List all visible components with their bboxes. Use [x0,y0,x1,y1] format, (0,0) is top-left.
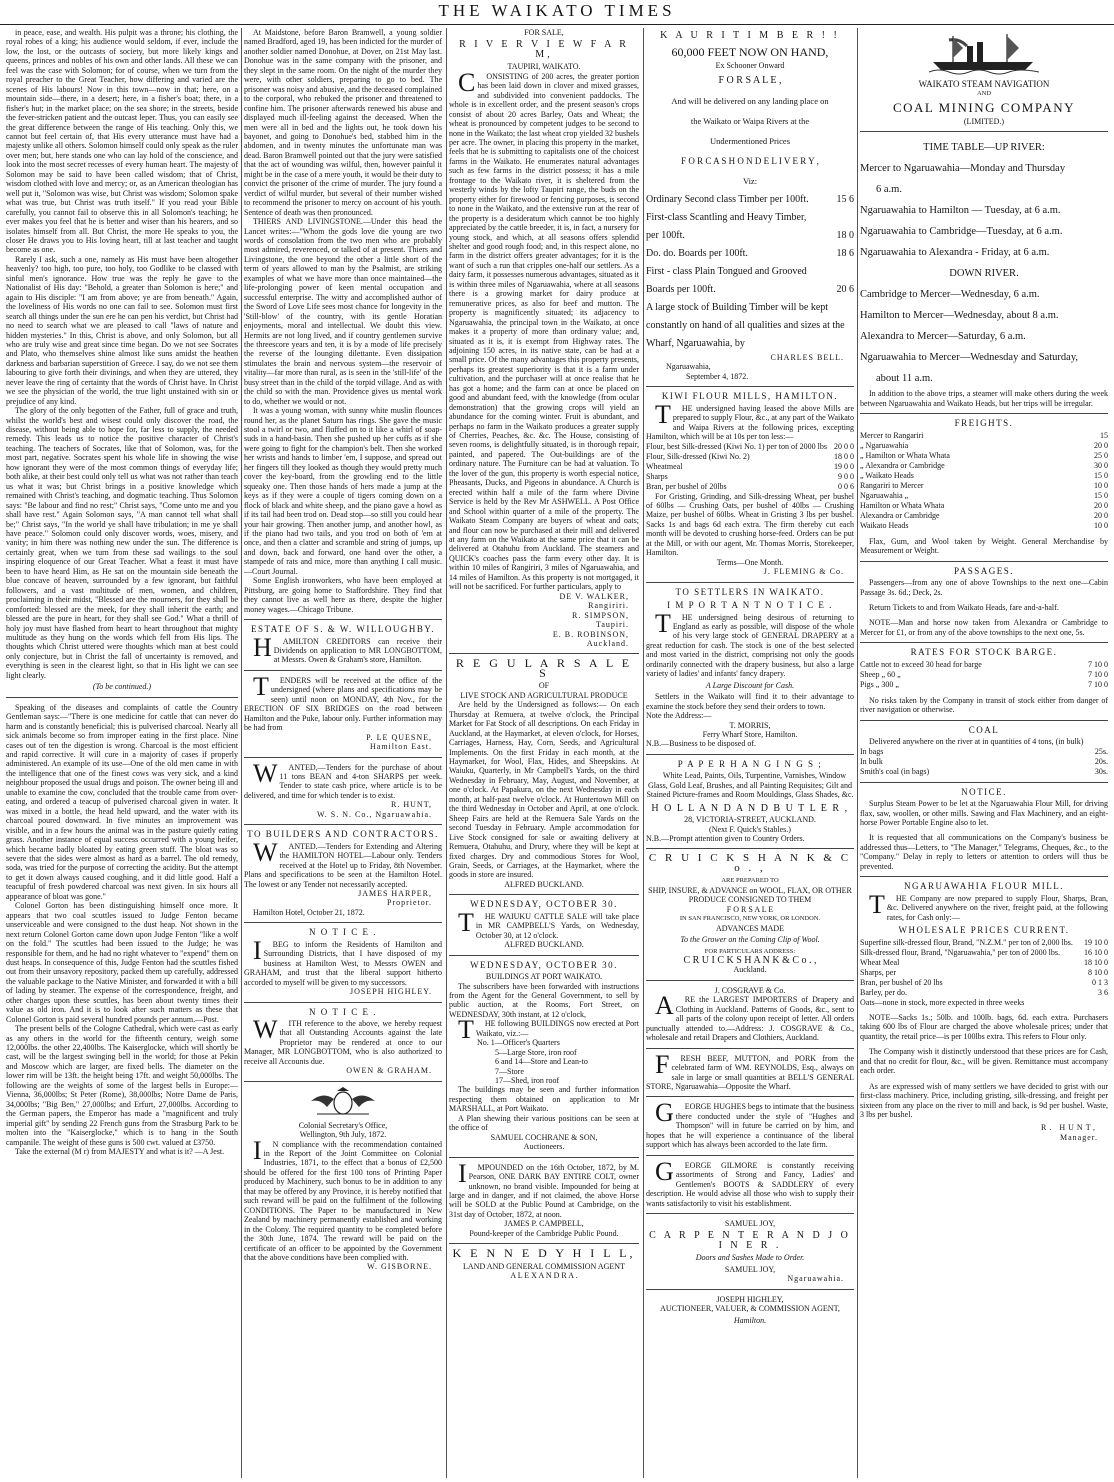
ad-text: ARE the LARGEST IMPORTERS of Drapery and Clothing in Auckland. Patterns of Goods, &c., sent to all parts of the colony upon receipt of letter. All orders punctually attended to.—Address: J. COSGRAVE & Co., wholesale and retail Drapers and Clothiers, Auckland. [646,991,854,1043]
mill-heading: NGARUAWAHIA FLOUR MILL. [903,881,1065,892]
price-item: Sharps [646,471,668,481]
divider [449,955,639,956]
freights-heading: FREIGHTS. [954,418,1014,429]
price-item: Sharps, per [860,967,896,977]
ad-subheading: LIVE STOCK AND AGRICULTURAL PRODUCE [460,690,628,700]
ad-text: THE undersigned being desirous of returning to England as early as possible, will dispose of the whole of his very large stock of GENERAL DRAPERY at a great reduction for cash. The stock is one of the best selected and most varied in the district, comprising not only the goods ordinarily connected with the drapery business, but also a large variety of ladies' and infants' fancy drapery. [646,608,854,679]
divider [860,131,1108,132]
signature-title: Proprietor. [387,898,432,908]
ad-text: CONSISTING of 200 acres, the greater portion has been laid down in clover and mixed grasses, and subdivided into convenient paddocks. The whole is in excellent order, and the present season's crops consist of about 20 acres Barley, Oats and Wheat; the wheat is pronounced by competent judges to be second to none in the Waikato; the last wheat crop yielded 32 bushels per acre. The owner, in placing this property in the market, feels that he is submitting to capitalists one of the choicest farms in the Waikato. He enumerates natural advantages such as few farms in the district possess; it has a mile frontage to the Waikato river, it is sheltered from the westerly winds by the lofty Taupiri range, the buds on the property either for firewood or fencing purposes, is second to none in the Waikato, and the extensive run at the rear of the property is a desideratum which cannot be too highly appreciated by the cattle breeder, it is, in fact, a nursery for young stock, and which, at all seasons offers splendid shelter and good rough food; and, in this respect alone, no farm in the district offers greater advantages; for it is the want of such a run that cripples one-half our settlers. As a dairy farm, it possesses numerous advantages, situated as it is within three miles of Ngaruawahia, where at all seasons there is a growing market for dairy produce at remunerative prices, as also for beef and mutton. The property is magnificently situated; its adjacency to Ngaruawahia, the principal town in the Waikato, at once makes it a property of more than ordinary value; and, situated as it is, it is exempt from Highway rates. The adjoining 150 acres, in its native state, can be had at a small price. Of the many advantages this property presents, perhaps its greatest superiority is that it is a farm under cultivation, and the purchaser will at once realise that he has got a home; and the farm can at once be placed on good and abundant feed, with the knowledge (from ocular demonstration) that the growing crops will yield an abundance for the coming winter. Fruit is abundant, and perhaps no farm in the Waikato produces a greater supply of Cherries, Peaches, &c. &c. The House, consisting of seven rooms, is delightfully situated, is in thorough repair, painted, and papered. The Out-buildings are of the ordinary nature. The Furniture can be had at valuation. To the lover of the gun, this property is worth especial notice, Pheasants, Ducks, and Pigeons in abundance. A Church is erected within half a mile of the farm where Divine Service is held by the Rev Mr ASHWELL. A Post Office and School within quarter of a mile of the property. The Waikato Steam Company are buyers of wheat and oats; and flour can now be purchased at their mill and delivered at any farm on the Waikato at the same price that it can be delivered at Otahuhu from Auckland. The steamers and QUICK's coaches pass the farm every other day. It is within 10 miles of Rangiriri, 3 miles of Ngaruawahia, and 14 miles of Hamilton. As this property is not mortgaged, it will not be sacrificed. For further particulars, apply to [449,67,639,592]
freight-route: Waikato Heads [860,520,909,530]
ad-text: Settlers in the Waikato will find it to their advantage to examine the stock before they send their orders to town. [646,692,854,711]
column-divider [643,28,644,1478]
article-text: Colonel Gorton has been distinguishing himself once more. It appears that two coal scuttles issued to Judge Fenton became unserviceable and were consigned to the dust heap. Not shown in the next return Colonel Gorton came down upon Judge Fenton "like a wolf on the fold." The scuttles had been issued to the Judge; he was responsible for them, and he had no right whatever to "expend" them on dust heaps. In consequence of this, Judge Fenton had the scuttles fished out from their unsavory repository, packed them up carefully, addressed the valuable package to the Native Minister, and forwarded it with a bill of lading by steamer. The expense of the correspondence, freight, and other charges upon these scuttles, has been about twenty times their value as old iron. And it is to look after such matters as these that Colonel Gorton is paid several hundred pounds per annum.—Post. [6,901,238,1024]
ad-heading: TO BUILDERS AND CONTRACTORS. [247,829,439,840]
freight-price: 20 0 [1094,500,1108,510]
ad-address: (Next F. Quick's Stables.) [709,824,791,834]
timetable-heading: DOWN RIVER. [949,268,1019,280]
freight-route: „ Hamilton or Whata Whata [860,450,950,460]
freight-price: 15 0 [1094,490,1108,500]
ad-text: GEORGE GILMORE is constantly receiving assortments of Strong and Fancy, Ladies' and Gentlemen's BOOTS & SADDLERY of every description. He would advise all those who wish to supply their wants satisfactorily to visit his establishment. [646,1156,854,1208]
ad-address: 28, VICTORIA-STREET, AUCKLAND. [684,815,816,825]
ad-text: IBEG to inform the Residents of Hamilton and Surrounding Districts, that I have disposed of my business at Hamilton West, to Messrs OWEN and GRAHAM, and trust that the liberal support hitherto accorded to myself will be given to my successors. [244,935,442,987]
divider [646,1048,854,1049]
freight-price: 20 0 [1094,440,1108,450]
ad-subheading: F O R S A L E [726,904,774,914]
ad-heading: F O R C A S H O N D E L I V E R Y , [681,155,819,166]
price-item: Superfine silk-dressed flour, Brand, "N.Z.M." per ton of 2,000 lbs. [860,937,1073,947]
building-item: 6 and 14—Store and Lean-to [495,1057,588,1067]
freight-price: 30 0 [1094,460,1108,470]
price-item: Bran, per bushel of 20lbs [646,481,727,491]
freight-price: 15 [1100,430,1108,440]
freight-price: 15 0 [1094,470,1108,480]
price-item: per 100ft. [646,229,685,241]
price-value: 20 6 [836,283,854,295]
ad-text: THE WAIUKU CATTLE SALE will take place in MR CAMPBELL'S Yards, on Wednesday, October 30, at 12 o'clock. [458,907,639,940]
building-item: 17—Shed, iron roof [495,1076,560,1086]
article-text: Take the external (M r) from MAJESTY and what is it? —A Jest. [15,1147,225,1157]
ad-subheading: BUILDINGS AT PORT WAIKATO. [485,972,603,982]
timetable-item: Ngaruawahia to Cambridge—Tuesday, at 6 a.m. [860,226,1063,238]
article-text: in peace, ease, and wealth. His pulpit was a throne; his clothing, the royal robes of a king; his audience would seldom, if ever, include the low, the lost, or the outcasts of society, but more likely kings and queens, princes and nobles of his own and other lands. All these we can feel was the case with Solomon; for of course, when we turn from the royal preacher to the Great Teacher, how differing and varied are the scenes of His labours! Now in this town—now in that; here, on a mountain side—there, in a desert; here, in a fisher's boat; there, in a fisher's hut; in the market place; on the sea shore; in the streets, beside the fever-stricken patient and the outcast leper. Thus, you can easily see the great difference between the range of His teaching. Only this, we cannot but feel certain of, that His every utterance must have had a majesty unlike all others. Solomon himself could only speak as the ruler over men; but, here stands one who can lay hold of the conscience, and look into the most secret recesses of every human heart. The majesty of Solomon may be said to have been called wisdom; that of Christ, wisdom clothed with love and mercy; or, as an American theologian has well put it, "Solomon was wise, but Christ was wisdom; Solomon spake what was true, but Christ was truth itself." If you read your Bible carefully, you cannot fail to observe this in all Solomon's teaching; he ever makes you feel that he is better and wiser than his hearers, and so isolates himself from all. But Christ, the more He speaks to you, the closer He draws you to His loving heart, till at last teacher and taught become as one. [6,28,238,255]
signature: ALFRED BUCKLAND. [504,940,584,950]
continued-note: (To be continued.) [92,682,152,692]
coal-price: 20s. [1094,756,1108,766]
ad-text: NOTE—Sacks 1s.; 50lb. and 100lb. bags, 6d. each extra. Purchasers taking 600 lbs of Flour are charged the above wholesale prices; under that quantity, the retail price—is per 100lbs extra. This refers to Flour only. [860,1012,1108,1041]
ad-text: WANTED,—Tenders for the purchase of about 11 tons BEAN and 4-ton SHARPS per week. Tender to state cash price, where article is to be delivered, and time for which tender is to exist. [244,758,442,800]
ad-heading: TO SETTLERS IN WAIKATO. [675,586,825,597]
barge-price: 7 10 0 [1088,669,1108,679]
price-value: 15 6 [836,193,854,205]
signature-place: Taupiri. [596,620,629,630]
price-value: 9 0 0 [838,471,854,481]
ad-text: Passengers—from any one of above Townships to the next one—Cabin Passage 3s. 6d.; Deck, 2s. [860,578,1108,597]
company-suffix: (LIMITED.) [963,116,1005,126]
signature: ALFRED BUCKLAND. [504,879,584,889]
building-item: 5—Large Store, iron roof [495,1047,577,1057]
ad-text: Wharf, Ngaruawahia, by [646,337,745,349]
coal-item: Smith's coal (in bags) [860,766,930,776]
column-2 [244,28,442,1478]
signature: T. MORRIS, [729,720,771,730]
ad-subheading: To the Grower on the Coming Clip of Wool. [680,935,820,945]
ad-subheading: AUCTIONEER, VALUER, & COMMISSION AGENT, [660,1304,840,1314]
ad-text: THE following BUILDINGS now erected at Port Waikato, viz.:— [458,1015,639,1045]
ad-text: the Waikato or Waipa Rivers at the [690,115,810,126]
ad-text: Undermentioned Prices [709,135,791,146]
timetable-item: Ngaruawahia to Hamilton — Tuesday, at 6 a.m. [860,205,1061,217]
ad-heading: KIWI FLOUR MILLS, HAMILTON. [661,391,839,402]
price-value: 0 0 6 [838,481,854,491]
price-value: 8 10 0 [1088,967,1108,977]
signature: R. HUNT, [1041,1123,1098,1133]
signature-title: Manager. [1060,1132,1098,1142]
signature-place: Rangiriri. [588,601,629,611]
freight-route: „ Ngaruawahia [860,440,909,450]
ad-note: N.B.—Prompt attention given to Country Orders. [646,834,805,844]
building-item: No. 1—Officer's Quarters [477,1038,560,1048]
barge-price: 7 10 0 [1088,659,1108,669]
freight-price: 10 0 [1094,480,1108,490]
signature: SAMUEL JOY, [724,1264,776,1274]
divider [860,561,1108,562]
freight-route: „ Waikato Heads [860,470,914,480]
ad-text: WANTED.—Tenders for Extending and Altering the HAMILTON HOTEL—Labour only. Tenders received at the Hotel up to Friday, 8th November. Plans and specifications to be seen at the Hamilton Hotel. The lowest or any Tender not necessarily accepted. [244,837,442,889]
signature-title: Pound-keeper of the Cambridge Public Pound. [469,1228,619,1238]
ad-heading: 60,000 FEET NOW ON HAND, [671,45,829,60]
notice-heading: N O T I C E . [309,1006,377,1017]
barge-item: Pigs „ 300 „ [860,679,899,689]
divider [449,894,639,895]
divider [860,642,1108,643]
column-divider [857,28,858,1478]
freight-route: Mercer to Rangariri [860,430,924,440]
ad-subheading: IN SAN FRANCISCO, NEW YORK, OR LONDON. [679,915,821,923]
ad-text: IMPOUNDED on the 16th October, 1872, by M. Pearson, ONE DARK BAY ENTIRE COLT, owner unknown, no brand visible. Impounded for being at large and in danger, and if not claimed, the above Horse will be SOLD at the Public Pound at Cambridge, on the 31st day of October, 1872, at noon. [449,1158,639,1219]
barge-item: Sheep „ 60 „ [860,669,901,679]
column-divider [241,28,242,1478]
signature-place: Ngaruawahia. [787,1274,844,1284]
ad-heading: C R U I C K S H A N K & C o . , [648,852,852,874]
ad-subheading: FOR PARTICULARS ADDRESS: [704,947,796,955]
signature: JAMES P. CAMPBELL, [504,1219,584,1229]
signature: CHARLES BELL. [770,352,844,362]
notice-heading: NOTICE. [961,786,1007,797]
divider [244,922,442,923]
column-3 [449,28,639,1478]
divider [244,1081,442,1082]
barge-heading: RATES FOR STOCK BARGE. [910,647,1058,658]
price-value: 18 6 [836,247,854,259]
divider [646,980,854,981]
article-text: It was a young woman, with sunny white muslin flounces round her, as the planet Saturn has rings. She gave the music stool a twirl or two, and fluffed on to it like a whirl of soap-suds in a hand-basin. Then she pushed up her cuffs as if she were going to fight for the champion's belt. Then she worked her wrists and hands to limber 'em, I suppose, and spread out her fingers till they looked as though they would pretty much cover the key-board, from the growling end to the little squeaky one. Then those hands of hers made a jump at the keys as if they were a couple of tigers coming down on a flock of black and white sheep, and the piano gave a howl as if its tail had been trod on. Dead stop—so still you could hear your hair growing. Then another jump, and another howl, as if the piano had two tails, and you trod on both of 'em at once, and then a clatter and scramble and string of jumps, up and down, back and forward, one hand over the other, a stampede of rats and mice, more than anything I call music.—Court Journal. [244,406,442,576]
ad-heading: JOSEPH HIGHLEY, [716,1294,784,1304]
ad-heading: SAMUEL JOY, [724,1218,776,1228]
company-name-and: AND [976,90,992,98]
signature: J. FLEMING & Co. [763,567,844,577]
price-value: 18 10 0 [1084,957,1108,967]
price-value: 18 0 [836,229,854,241]
price-item: First - class Plain Tongued and Grooved [646,265,807,277]
price-item: Oats—none in stock, more expected in three weeks [860,997,1025,1007]
divider [860,720,1108,721]
ad-heading: R E G U L A R S A L E S [455,656,633,680]
ad-subheading: Doors and Sashes Made to Order. [695,1253,805,1263]
timetable-item: Ngaruawahia to Mercer—Wednesday and Saturday, [860,352,1079,364]
ad-text: The buildings may be seen and further information respecting them obtained on application to Mr MARSHALL, at Port Waikato. [449,1085,639,1114]
ad-place: Hamilton. [733,1315,767,1325]
ad-text: FRESH BEEF, MUTTON, and PORK from the celebrated farm of WM. REYNOLDS, Esq., always on sale in large or small quantities at BELL'S GENERAL STORE, Ngaruawahia—Opposite the Wharf. [646,1049,854,1091]
divider [244,1002,442,1003]
freight-price: 10 0 [1094,520,1108,530]
price-item: Do. do. Boards per 100ft. [646,247,748,259]
ad-place: Auckland. [733,965,767,975]
price-value: 16 10 0 [1084,947,1108,957]
ad-text: No risks taken by the Company in transit of stock either from danger of river navigation or otherwise. [860,695,1108,715]
timetable-item: about 11 a.m. [876,373,933,385]
price-item: Flour, best Silk-dressed (Kiwi No. 1) per ton of 2000 lbs [646,441,827,451]
office-name: Colonial Secretary's Office, [298,1120,388,1130]
ad-text: For Gristing, Grinding, and Silk-dressing Wheat, per bushel of 60lbs — Crushing Oats, per bushel of 40lbs — Crushing Maize, per bushel of 60lbs. Wheat in Gristing 3 lbs per bushel. Sacks 1s and bags 6d each extra. The firm thereby cut each month will be devoted to crushing horse-feed. Orders can be put at the Mill, or with our agent, Mr. Thomas Morris, Storekeeper, Hamilton. [646,491,854,558]
signature: W. GISBORNE. [367,1262,432,1272]
ad-heading: H O L L A N D A N D B U T L E R , [651,802,849,814]
barge-item: Cattle not to exceed 30 head for barge [860,659,982,669]
ad-heading: P A P E R H A N G I N G S ; [677,758,823,769]
ad-text: TENDERS will be received at the office of the undersigned (where plans and specifications may be seen) until noon on MONDAY, 4th Nov., for the ERECTION OF SIX BRIDGES on the road between Hamilton and the Puke, labour only. Further information may be had from [244,671,442,733]
coal-heading: COAL [968,724,1000,735]
price-item: Barley, per do. [860,987,908,997]
ad-text: A large stock of Building Timber will be kept [646,301,829,313]
ad-subheading: ARE PREPARED TO [721,877,779,885]
ad-subheading: Ex Schooner Onward [715,61,785,71]
ad-text: Surplus Steam Power to be let at the Ngaruawahia Flour Mill, for driving flax, saw, woollen, or other mills. Sawing and Flax Machinery, and an eight-horse Power Portable Engine also to let. [860,799,1108,827]
coal-price: 25s. [1094,746,1108,756]
ad-heading: K E N N E D Y H I L L, [452,1246,636,1261]
ad-subheading: SHIP, INSURE, & ADVANCE on WOOL, FLAX, OR OTHER PRODUCE CONSIGNED TO THEM [648,885,852,905]
ad-subheading: A Large Discount for Cash. [705,680,795,690]
article-text: The glory of the only begotten of the Father, full of grace and truth, whilst the world's best and wisest could only discover the road, the disease, without being able to hope for, far less to supply, the needed remedy. This leads us to notice the positive character of Christ's teaching. The teachers of Socrates, like that of Solomon, was, for the most part, negative. Socrates spent his whole life in showing the wise how ignorant they were of the most common things of everyday life; both alike, at their best could only tell us what was not rather than teach us what it was; but Christ brings in a positive knowledge which remained with Christ's teaching, and dogmatic teaching. Thus Solomon says: "Be labour and find no rest;" Christ says, "Come unto me and you shall have rest." Again Solomon says, "A man cannot tell what shall be;" Christ says, "In the world ye shall have tribulation; in me ye shall have peace." Solomon could only discover words, woes, misery, and vanity; in him there was nothing new under the sun. The difference is certainly great, when we turn from these sad wailings to the soul inspiring eloquence of our Great Teacher. What a feast it must have been to have heard Him, as He sat on the mountain side beneath the blue concave of heaven, surrounded by a few ignorant, but faithful followers, and a vast multitude of men, women, and children, proclaiming in their midst, "Blessed are the mourners, for they shall be comforted: blessed are the meek, for they shall inherit the earth; and blessed are the pure in heart, for they shall see God." What a thrill of holy joy must have flashed from heart to heart throughout that mighty multitude as they hung on the words which fell from His lips. The thoughts which Christ uttered were thoughts which man at best could only conjecture, but in Christ the fall of uncertainty is removed, and everything is seen in the clearest light, so that in His light we can see light clearly. [6,406,238,680]
divider [860,413,1108,414]
divider [860,876,1108,877]
divider [646,1155,854,1156]
farm-location: TAUPIRI, WAIKATO. [507,62,581,72]
ad-subheading: A L E X A N D R A . [510,1271,578,1281]
ad-text: In addition to the above trips, a steamer will make others during the week between Ngaruawahia and Waikato Heads, but her trips will be irregular. [860,389,1108,408]
ad-text: As are expressed wish of many settlers we have decided to grist with our first-class machinery. Price, including gristing, silk-dressing, and freight per sixteen from any place on the river to mill and back, is 9d per bushel. Waste, 3 lbs per bushel. [860,1081,1108,1120]
signature: R. SIMPSON, [571,610,629,620]
column-5 [860,28,1108,1478]
signature-place: Ferry Wharf Store, Hamilton. [702,729,798,739]
timetable-item: Alexandra to Mercer—Saturday, 6 a.m. [860,331,1026,343]
price-item: Bran, per bushel of 20 lbs [860,977,943,987]
passages-heading: PASSAGES. [954,565,1014,576]
freight-route: Hamilton or Whata Whata [860,500,945,510]
signature: SAMUEL COCHRANE & SON, [490,1132,598,1142]
price-item: Ordinary Second class Timber per 100ft. [646,193,809,205]
freight-route: „ Alexandra or Cambridge [860,460,945,470]
divider [244,824,442,825]
coal-item: In bulk [860,756,883,766]
freight-price: 20 0 [1094,510,1108,520]
ad-text: The subscribers have been forwarded with instructions from the Agent for the General Government, to sell by public auction, at the Rooms, Fort Street, on WEDNESDAY, 30th instant, at 12 o'clock, [449,981,639,1019]
timetable-heading: TIME TABLE—UP RIVER: [923,142,1045,154]
freight-price: 25 0 [1094,450,1108,460]
price-item: Flour, Silk-dressed (Kiwi No. 2) [646,451,750,461]
price-value: 20 0 0 [834,441,854,451]
freight-route: Ngaruawahia „ [860,490,909,500]
ad-text: It is requested that all communications on the Company's business be addressed thus—Letters, to "The Manager," Telegrams, Cheques, &c., to the "Company." Delay in reply to letters or attention to orders will thus be prevented. [860,833,1108,871]
signature: R. HUNT, [391,800,432,810]
divider [646,1096,854,1097]
timetable-item: 6 a.m. [876,184,902,196]
ad-subheading: ADVANCES MADE [715,923,785,933]
ad-heading: WEDNESDAY, OCTOBER 30. [470,899,618,910]
column-4 [646,28,854,1478]
divider [646,582,854,583]
steamship-icon [929,32,1039,76]
wholesale-heading: WHOLESALE PRICES CURRENT. [898,925,1070,936]
ad-text: Return Tickets to and from Waikato Heads, fare and-a-half. [869,602,1059,612]
column-divider [446,28,447,1478]
signature-place: W. S. N. Co., Ngaruawahia. [316,809,432,819]
divider [646,754,854,755]
divider [646,386,854,387]
column-1 [6,28,238,1478]
ad-text: WITH reference to the above, we hereby request that all Outstanding Accounts against the late Proprietor may be rendered at once to our Manager, MR LONGBOTTOM, who is also authorized to receive all Accounts due. [244,1014,442,1066]
divider [646,1213,854,1214]
ad-heading: ESTATE OF S. & W. WILLOUGHBY. [251,624,435,635]
signature: E. B. ROBINSON, [552,629,629,639]
ad-text: White Lead, Paints, Oils, Turpentine, Varnishes, Window Glass, Gold Leaf, Brushes, and all Painting Requisites; Gilt and Stained Picture-frames and Room Mouldings, Glass Shades, &c. [646,771,854,800]
signature-title: Auctioneers. [523,1142,565,1152]
farm-title: R I V E R V I E W F A R M, [459,39,629,60]
ad-text: Delivered anywhere on the river at in quantities of 4 tons, (in bulk) [869,737,1084,747]
price-value: 18 0 0 [834,451,854,461]
timetable-item: Ngaruawahia to Alexandra - Friday, at 6 a.m. [860,247,1050,259]
building-item: 7—Store [495,1066,524,1076]
signature-place: Hamilton East. [370,742,432,752]
price-item: Wheatmeal [646,461,683,471]
ad-subheading: OF [538,681,550,691]
company-name: WAIKATO STEAM NAVIGATION [918,79,1050,89]
ad-text: Viz: [742,175,758,186]
ad-note: N.B.—Business to be disposed of. [646,739,756,749]
divider [449,653,639,654]
ad-date: Hamilton Hotel, October 21, 1872. [253,907,365,917]
ad-date: September 4, 1872. [686,371,749,381]
ad-heading: K A U R I T I M B E R ! ! [660,30,840,41]
freight-route: Rangariri to Mercer [860,480,924,490]
ad-heading: C R U I C K S H A N K & C o . , [683,955,817,967]
divider [860,782,1108,783]
ad-text: HAMILTON CREDITORS can receive their Dividends on application to MR LONGBOTTOM, at Messrs. Owen & Graham's store, Hamilton. [253,632,442,665]
price-value: 0 1 3 [1092,977,1108,987]
timetable-item: Cambridge to Mercer—Wednesday, 6 a.m. [860,289,1040,301]
timetable-item: Mercer to Ngaruawahia—Monday and Thursday [860,163,1066,175]
ad-text: The Company wish it distinctly understood that these prices are for Cash, and that no credit for flour, &c., will be given. Remittance must accompany each order. [860,1047,1108,1076]
article-text: THIERS AND LIVINGSTONE.—Under this head the Lancet writes:—"Whom the gods love die young are two words of consolation from the two men who are probably most admired, reverenced, or talked of at present. Thiers and Livingstone, the one beyond the other a little short of the term of years allowed to man by the Psalmist, are striking examples of what we have more than once maintained—the life-prolonging power of keen mental occupation and successful enterprise. The witty and accomplished author of the Sword of Love Life sees most chance for longevity in the 'Still-blow' of the country, with its gentle Horatian enjoyments, moral and intellectual. We doubt this view. Hermits are not long lived, and if country gentlemen survive the threescore years and ten, it is by a mode of life precisely the reverse of the lounging dilettante. Even dissipation stimulates the brain and nervous system—the reservoir of vitality—far more than rural, as is seen in the 'still-life' of the busy street than in the child of the torpid village. And as with the child so with the man. Providence gives us mental work to do, whether we would or not. [244,217,442,406]
coal-item: In bags [860,746,884,756]
ad-text: Note the Address:— [646,711,712,721]
divider [449,1243,639,1244]
ad-heading: FOR SALE, [524,28,564,37]
ad-heading: C A R P E N T E R A N D J O I N E R . [649,1230,851,1251]
ad-text: GEORGE HUGHES begs to intimate that the business there conducted under the style of "Hughes and Thompson" will in future be carried on by him, and hopes that he will experience a continuance of the liberal support which has always been accorded to the late firm. [646,1098,854,1150]
article-text: At Maidstone, before Baron Bramwell, a young soldier named Bradford, aged 19, has been indicted for the murder of another soldier named Donohue, at Dover, on 21st May last. Donohue was in the same company with the prisoner, and they slept in the same room. On the night of the murder they were, with other soldiers, preparing to go to bed. The prisoner was noisy and abusive, and the deceased complained to the corporal, who rebuked the prisoner and threatened to confine him. The prisoner afterwards renewed his abuse and displayed much ill-feeling against the deceased. When the men were all in bed and the lights out, he took down his bayonet, and going to Donohue's bed, stabbed him in the abdomen, and in twenty minutes the unfortunate man was dead. Baron Bramwell pointed out that the jury were satisfied that the act of wounding was wilful, then, however painful it might be in the case of a mere youth, it would be their duty to convict the prisoner of the crime of murder. The jury found a verdict of wilful murder, but several of their number wished to recommend the prisoner to mercy on account of his youth. Sentence of death was then pronounced. [244,28,442,217]
signature: JAMES HARPER, [358,888,432,898]
article-text: Speaking of the diseases and complaints of cattle the Country Gentleman says:—"There is one medicine for cattle that can never do harm and is constantly beneficial; this is pulverised charcoal. Nearly all sick animals become so from improper eating in the first place. Nine cases out of ten the digestion is wrong. Charcoal is the most efficient and rapid corrective. It will cure in a majority of cases if properly administered. An example of its use—One of the old men came in with the intelligence that one of the finest cows was very sick, and a kind neighbour proposed the usual drugs and poison. The owner being ill and unable to examine the cow, concluded that the trouble came from over-eating, and ordered a teacup of pulverised charcoal given in water. It was mixed in a bottle, the head held upward, and the water with its charcoal poured downward. In five minutes an improvement was visible, and in a few hours the animal was in the pasture quietly eating grass. Another instance of equal success occurred with a young heifer, which became badly bloated by eating green stuff. The bloat was so severe that the sides were almost as hard as a barrel. The old remedy, soda, was tried for the purpose of correcting the acidity. But the attempt to get it down always caused coughing, and it did little good. Half a teacupful of fresh powdered charcoal was next given. In six hours all appearance of bloat was gone." [6,702,238,901]
ad-heading: F O R S A L E , [718,74,782,86]
signature: P. LE QUESNE, [366,732,432,742]
ad-heading: WEDNESDAY, OCTOBER 30. [470,959,618,970]
ad-terms: Terms—One Month. [716,557,784,567]
signature: DE V. WALKER, [559,591,629,601]
divider [646,848,854,849]
ad-text: Are held by the Undersigned as follows:— On each Thursday at Remuera, at twelve o'clock, the Principal Market for Fat Stock of all descriptions. On each Friday in Auckland, at the Haymarket, at eleven o'clock, for Horses, Carriages, Harness, Hay, Corn, Seeds, and Agricultural Implements. On the first Friday in each month, at the Haymarket, for Wool, Flax, Hides, and Sheepskins. At Waiuku, Quarterly, in Mr Campbell's Yards, on the third Wednesday in February, May, August, and November, at one o'clock. At Papakura, on the next Wednesday in each month, at half-past twelve o'clock. At Huntertown Mill on the third Wednesday in October and April, at one o'clock. Sheep Fairs are held at the Remuera Sale Yards on the second Tuesday in February. Ample accommodation for Live Stock consigned for sale or awaiting delivery at Remuera, Otahuhu, and Drury, where they will be kept at fixed charges. Dry and commodious Stores for Wool, Grain, Seeds, or Carriages, at the Haymarket, where the goods in store are insured. [449,700,639,880]
ad-heading: I M P O R T A N T N O T I C E . [667,600,833,611]
ad-text: A Plan shewing their various positions can be seen at the office of [449,1113,639,1133]
notice-heading: N O T I C E . [309,927,377,938]
ad-text: NOTE—Man and horse now taken from Alexandra or Cambridge to Mercer for £1, or from any of the above townships to the next one, 5s. [860,618,1108,637]
ad-text: THE undersigned having leased the above Mills are prepared to supply Flour, &c., at any part of the Waikato and Waipa Rivers at the following prices, excepting Hamilton, which will be at 10s per ton less:— [646,399,854,442]
divider [244,619,442,620]
ad-place: Ngaruawahia, [666,362,711,372]
price-item: First-class Scantling and Heavy Timber, [646,211,807,223]
price-value: 3 6 [1098,987,1108,997]
newspaper-masthead [0,0,1114,25]
signature: JOSEPH HIGHLEY. [350,987,432,997]
ad-text: constantly on hand of all qualities and sizes at the [646,319,845,331]
price-item: Wheat Meal [860,957,900,967]
price-value: 19 0 0 [834,461,854,471]
coal-price: 30s. [1094,766,1108,776]
article-text: Some English ironworkers, who have been employed at Pittsburg, are going home to Staffordshire. They find that they cannot live as well here as there, despite the higher money wages.—Chicago Tribune. [244,576,442,614]
divider [244,757,442,758]
newspaper-title: THE WAIKATO TIMES [438,1,676,20]
ad-text: Flax, Gum, and Wool taken by Weight. General Merchandise by Measurement or Weight. [860,536,1108,556]
divider [6,697,238,698]
divider [244,670,442,671]
office-date: Wellington, 9th July, 1872. [299,1130,387,1140]
ad-heading: J. COSGRAVE & Co. [714,985,786,995]
ad-text: And will be delivered on any landing place on [671,95,829,106]
divider [646,1289,854,1290]
barge-price: 7 10 0 [1088,679,1108,689]
ad-text: THE Company are now prepared to supply Flour, Sharps, Bran, &c. Delivered anywhere on the river, freight paid, at the following rates, for Cash only:— [869,889,1108,922]
article-text: The present bells of the Cologne Cathedral, which were cast as early as any others in the world for the fifteenth century, weigh some 12,000lbs. the other 22,400lbs. The Kaiserglocke, which will shortly be cast, will be the largest swinging bell in the world; for those at Pekin and Moscow which are larger, are fixed bells. The diameter on the lower rim will be 13ft. the height being 17ft. and weight 50,000lbs. The following are the weights of some of the largest bells in Europe:—Vienna, 36,000lbs; St Peter (Rome), 38,000lbs; Notre Dame de Paris, 34,000lbs; "Big Ben," 27,000lbs; and Erfurt, 27,000lbs. According to the German papers, the Emperor has made a "magnificent and truly imperial gift" by sending 22 French guns from the Strasburg Park to be molten into the "Kaiserglocke," which is to hang in the South campanile. The weight of these guns is 500 cwt. valued at £3750. [6,1024,238,1147]
price-item: Silk-dressed flour, Brand, "Ngaruawahia," per ton of 2000 lbs. [860,947,1060,957]
timetable-item: Hamilton to Mercer—Wednesday, about 8 a.m. [860,310,1059,322]
article-text: Rarely I ask, such a one, namely as His must have been altogether heavenly? too high, too pure, too holy, too Godlike to be classed with sinful men's ignorance. How true was the reply he gave to the Nationalist of His day: "Behold, a greater than Solomon is here;" and again to His disciple: "I am from above; ye are from beneath." Again, the loveliness of His words no one can fail to see. Solomon must first search all things under the sun ere he can pen his verdict, but Christ had no need to search what we are pleased to call "laws of nature and hidden mysteries." In this, Christ is above, and only Solomon, but all who are truly wise and great since time began. Do we not see Socrates and Plato, who themselves shine almost like suns amidst the heathen darkness and barbarian superstition of Greece. I say, do we not see them labouring to give forth their divinings, and when they are uttered, they never leave the ring of certainty that the words of Christ have. In Christ we see the physician of the world, the true light unstained with sin or prejudice of any kind. [6,254,238,406]
royal-crest-icon [303,1087,383,1117]
divider [449,1157,639,1158]
signature: OWEN & GRAHAM. [346,1066,432,1076]
price-item: Boards per 100ft. [646,283,716,295]
freight-route: Alexandra or Cambridge [860,510,940,520]
company-name: COAL MINING COMPANY [892,99,1076,115]
ad-text: IN compliance with the recommendation contained in the Report of the Joint Committee on Colonial Industries, 1871, to the effect that a bonus of £2,500 should be offered for the first 100 tons of Printing Paper produced by Machinery, such bonus to be in addition to any that may be offered by any Province, it is hereby notified that such reward will be paid on the fulfilment of the following CONDITIONS. The Paper to be manufactured in New Zealand by machinery permanently established and working in the Colony. The required quantity to be completed before the 30th June, 1874. The reward will be paid on the certificate of an officer to be appointed by the Government that the above conditions have been complied with. [244,1135,442,1263]
price-value: 19 10 0 [1084,937,1108,947]
signature-place: Auckland. [586,639,629,648]
ad-subheading: LAND AND GENERAL COMMISSION AGENT [463,1261,625,1271]
